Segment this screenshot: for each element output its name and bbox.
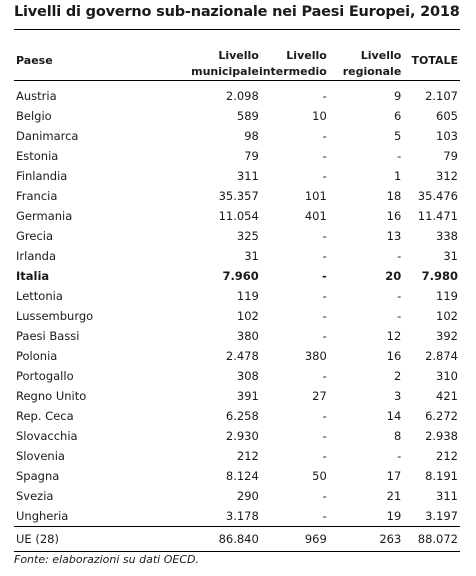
cell-country: Lussemburgo bbox=[16, 309, 94, 323]
cell-total: 2.938 bbox=[425, 429, 458, 443]
footer-total: 88.072 bbox=[417, 532, 458, 546]
cell-country: Ungheria bbox=[16, 509, 69, 523]
cell-intermediate: - bbox=[322, 369, 327, 383]
cell-country: Rep. Ceca bbox=[16, 409, 74, 423]
table-row bbox=[14, 386, 460, 406]
cell-municipal: 98 bbox=[244, 129, 259, 143]
table-body bbox=[14, 81, 460, 527]
cell-country: Regno Unito bbox=[16, 389, 87, 403]
cell-country: Svezia bbox=[16, 489, 54, 503]
cell-intermediate: - bbox=[322, 429, 327, 443]
cell-country: Irlanda bbox=[16, 249, 56, 263]
cell-total: 2.107 bbox=[425, 89, 458, 103]
cell-intermediate: - bbox=[322, 89, 327, 103]
cell-municipal: 2.478 bbox=[225, 349, 259, 363]
cell-regional: - bbox=[397, 149, 402, 163]
cell-municipal: 308 bbox=[236, 369, 259, 383]
cell-intermediate: - bbox=[322, 509, 327, 523]
cell-country: Francia bbox=[16, 189, 58, 203]
cell-municipal: 212 bbox=[236, 449, 259, 463]
cell-intermediate: - bbox=[322, 249, 327, 263]
table-row bbox=[14, 326, 460, 346]
cell-total: 421 bbox=[436, 389, 458, 403]
cell-regional: 14 bbox=[386, 409, 402, 423]
footer-country: UE (28) bbox=[16, 532, 59, 546]
cell-country: Spagna bbox=[16, 469, 60, 483]
cell-intermediate: - bbox=[322, 149, 327, 163]
cell-regional: - bbox=[397, 289, 402, 303]
cell-municipal: 6.258 bbox=[225, 409, 259, 423]
cell-country: Grecia bbox=[16, 229, 54, 243]
cell-intermediate: - bbox=[322, 489, 327, 503]
table-row bbox=[14, 126, 460, 146]
header-municipal-line2: municipale bbox=[191, 65, 259, 78]
cell-regional: 17 bbox=[386, 469, 402, 483]
cell-municipal: 325 bbox=[236, 229, 259, 243]
cell-country: Paesi Bassi bbox=[16, 329, 80, 343]
cell-regional: - bbox=[397, 309, 402, 323]
cell-municipal: 311 bbox=[236, 169, 259, 183]
cell-regional: 9 bbox=[393, 89, 402, 103]
table-row bbox=[14, 226, 460, 246]
cell-municipal: 31 bbox=[244, 249, 259, 263]
table-row bbox=[14, 146, 460, 166]
table-row bbox=[14, 266, 460, 286]
cell-country: Italia bbox=[16, 269, 50, 283]
table-row bbox=[14, 186, 460, 206]
cell-municipal: 3.178 bbox=[225, 509, 259, 523]
cell-total: 605 bbox=[436, 109, 458, 123]
table-row bbox=[14, 486, 460, 506]
cell-regional: 6 bbox=[393, 109, 402, 123]
header-intermediate-line1: Livello bbox=[286, 49, 327, 62]
table-row bbox=[14, 166, 460, 186]
cell-regional: 1 bbox=[393, 169, 402, 183]
cell-municipal: 290 bbox=[236, 489, 259, 503]
cell-total: 392 bbox=[436, 329, 458, 343]
table-row bbox=[14, 426, 460, 446]
cell-total: 119 bbox=[436, 289, 458, 303]
table-row bbox=[14, 346, 460, 366]
cell-municipal: 7.960 bbox=[222, 269, 259, 283]
cell-regional: 16 bbox=[386, 209, 402, 223]
cell-regional: 16 bbox=[386, 349, 402, 363]
header-total: TOTALE bbox=[411, 54, 458, 67]
data-table bbox=[14, 31, 460, 552]
table-row bbox=[14, 466, 460, 486]
cell-intermediate: 380 bbox=[304, 349, 327, 363]
cell-country: Germania bbox=[16, 209, 73, 223]
cell-intermediate: - bbox=[322, 409, 327, 423]
cell-intermediate: - bbox=[322, 449, 327, 463]
cell-regional: - bbox=[397, 449, 402, 463]
cell-intermediate: 401 bbox=[304, 209, 327, 223]
cell-total: 11.471 bbox=[417, 209, 458, 223]
cell-total: 35.476 bbox=[417, 189, 458, 203]
cell-country: Portogallo bbox=[16, 369, 74, 383]
header-municipal-line1: Livello bbox=[218, 49, 259, 62]
table-row bbox=[14, 106, 460, 126]
cell-municipal: 589 bbox=[236, 109, 259, 123]
cell-regional: 2 bbox=[393, 369, 402, 383]
header-regional-line2: regionale bbox=[342, 65, 402, 78]
cell-country: Belgio bbox=[16, 109, 52, 123]
cell-country: Polonia bbox=[16, 349, 58, 363]
footer-municipal: 86.840 bbox=[218, 532, 259, 546]
cell-regional: 13 bbox=[386, 229, 402, 243]
cell-regional: 5 bbox=[393, 129, 402, 143]
top-rule bbox=[14, 29, 460, 30]
footer-intermediate: 969 bbox=[304, 532, 327, 546]
cell-total: 310 bbox=[436, 369, 458, 383]
footer-regional: 263 bbox=[379, 532, 402, 546]
cell-country: Finlandia bbox=[16, 169, 68, 183]
cell-intermediate: 10 bbox=[312, 109, 327, 123]
cell-municipal: 2.098 bbox=[225, 89, 259, 103]
cell-intermediate: - bbox=[322, 169, 327, 183]
cell-regional: 21 bbox=[386, 489, 402, 503]
header-regional-line1: Livello bbox=[360, 49, 402, 62]
header-row bbox=[14, 31, 460, 81]
table-row bbox=[14, 506, 460, 527]
cell-regional: 20 bbox=[385, 269, 402, 283]
cell-total: 8.191 bbox=[425, 469, 458, 483]
cell-total: 312 bbox=[436, 169, 458, 183]
table-row bbox=[14, 306, 460, 326]
source-note: Fonte: elaborazioni su dati OECD. bbox=[14, 553, 199, 566]
cell-municipal: 79 bbox=[244, 149, 259, 163]
cell-country: Slovacchia bbox=[16, 429, 78, 443]
cell-regional: 19 bbox=[386, 509, 402, 523]
cell-total: 338 bbox=[436, 229, 458, 243]
header-municipal bbox=[164, 31, 259, 81]
cell-country: Estonia bbox=[16, 149, 59, 163]
table-row bbox=[14, 366, 460, 386]
cell-intermediate: - bbox=[322, 129, 327, 143]
cell-intermediate: - bbox=[322, 309, 327, 323]
table-row bbox=[14, 81, 460, 107]
cell-intermediate: - bbox=[322, 269, 327, 283]
cell-regional: 18 bbox=[386, 189, 402, 203]
cell-total: 7.980 bbox=[421, 269, 458, 283]
cell-total: 79 bbox=[443, 149, 458, 163]
cell-intermediate: 50 bbox=[312, 469, 327, 483]
table-row bbox=[14, 446, 460, 466]
header-country: Paese bbox=[16, 54, 53, 67]
cell-municipal: 380 bbox=[236, 329, 259, 343]
header-regional bbox=[327, 31, 401, 81]
cell-regional: 8 bbox=[393, 429, 402, 443]
cell-total: 3.197 bbox=[425, 509, 458, 523]
cell-total: 311 bbox=[436, 489, 458, 503]
cell-regional: 3 bbox=[393, 389, 402, 403]
cell-municipal: 11.054 bbox=[218, 209, 259, 223]
cell-country: Slovenia bbox=[16, 449, 65, 463]
cell-municipal: 2.930 bbox=[225, 429, 259, 443]
cell-total: 6.272 bbox=[425, 409, 458, 423]
cell-intermediate: - bbox=[322, 329, 327, 343]
cell-intermediate: - bbox=[322, 229, 327, 243]
cell-country: Austria bbox=[16, 89, 57, 103]
header-intermediate bbox=[259, 31, 327, 81]
table-row bbox=[14, 246, 460, 266]
cell-intermediate: 27 bbox=[312, 389, 327, 403]
cell-intermediate: 101 bbox=[304, 189, 327, 203]
table-row bbox=[14, 206, 460, 226]
footer-row-eu-total bbox=[14, 527, 460, 552]
cell-municipal: 35.357 bbox=[218, 189, 259, 203]
cell-municipal: 391 bbox=[236, 389, 259, 403]
cell-regional: - bbox=[397, 249, 402, 263]
cell-country: Lettonia bbox=[16, 289, 63, 303]
cell-total: 103 bbox=[436, 129, 458, 143]
table-title: Livelli di governo sub-nazionale nei Paesi Europei, 2018 bbox=[14, 4, 460, 20]
table-row bbox=[14, 286, 460, 306]
cell-country: Danimarca bbox=[16, 129, 79, 143]
cell-total: 31 bbox=[443, 249, 458, 263]
cell-municipal: 102 bbox=[236, 309, 259, 323]
cell-regional: 12 bbox=[386, 329, 402, 343]
cell-municipal: 8.124 bbox=[225, 469, 259, 483]
table-row bbox=[14, 406, 460, 426]
cell-total: 102 bbox=[436, 309, 458, 323]
cell-municipal: 119 bbox=[236, 289, 259, 303]
cell-total: 212 bbox=[436, 449, 458, 463]
header-intermediate-line2: intermedio bbox=[258, 65, 327, 78]
cell-intermediate: - bbox=[322, 289, 327, 303]
cell-total: 2.874 bbox=[425, 349, 458, 363]
